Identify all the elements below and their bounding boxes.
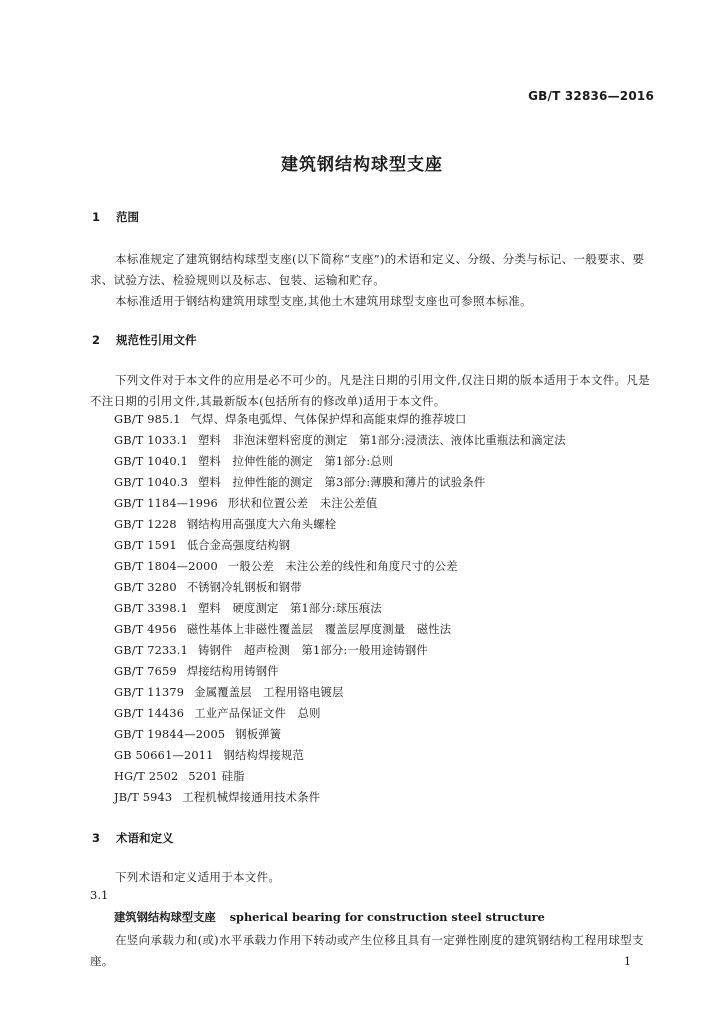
reference-title: 塑料 硬度测定 第1部分:球压痕法 (198, 602, 382, 615)
term-entry (114, 909, 545, 925)
reference-item (114, 768, 245, 784)
section-2-intro-text: 下列文件对于本文件的应用是必不可少的。凡是注日期的引用文件,仅注日期的版本适用于本文件。凡是不注日期的引用文件,其最新版本(包括所有的修改单)适用于本文件。 (90, 373, 650, 408)
section-1-para-1 (90, 249, 658, 291)
reference-title: 5201 硅脂 (188, 770, 245, 783)
reference-item (114, 789, 320, 805)
reference-code: HG/T 2502 (114, 770, 179, 783)
section-2-number: 2 (92, 333, 101, 347)
reference-code: GB/T 1184—1996 (114, 497, 218, 510)
page-number: 1 (624, 955, 631, 968)
reference-title: 钢结构用高强度大六角头螺栓 (186, 518, 337, 531)
reference-code: GB/T 1591 (114, 539, 177, 552)
reference-item (114, 495, 377, 511)
reference-item (114, 705, 321, 721)
reference-item (114, 600, 382, 616)
clause-number: 3.1 (90, 888, 109, 902)
section-2-heading (92, 332, 197, 348)
reference-item (114, 411, 467, 427)
term-chinese: 建筑钢结构球型支座 (114, 911, 216, 924)
reference-title: 钢板弹簧 (235, 728, 282, 741)
reference-title: 形状和位置公差 未注公差值 (227, 497, 378, 510)
reference-title: 塑料 拉伸性能的测定 第1部分:总则 (198, 455, 394, 468)
reference-code: GB/T 985.1 (114, 413, 181, 426)
reference-code: GB/T 7659 (114, 665, 177, 678)
section-1-para-2 (90, 291, 658, 312)
reference-title: 气焊、焊条电弧焊、气体保护焊和高能束焊的推荐坡口 (190, 413, 467, 426)
reference-title: 焊接结构用铸钢件 (186, 665, 279, 678)
reference-code: GB/T 3280 (114, 581, 177, 594)
section-2-intro (90, 370, 658, 412)
reference-code: GB/T 11379 (114, 686, 185, 699)
reference-code: GB 50661—2011 (114, 749, 214, 762)
reference-code: GB/T 1033.1 (114, 434, 188, 447)
reference-code: GB/T 4956 (114, 623, 177, 636)
reference-item (114, 684, 344, 700)
section-2-title: 规范性引用文件 (116, 333, 197, 347)
reference-code: GB/T 1228 (114, 518, 177, 531)
reference-code: GB/T 7233.1 (114, 644, 188, 657)
section-3-number: 3 (92, 831, 101, 845)
reference-code: GB/T 1804—2000 (114, 560, 218, 573)
reference-item (114, 747, 304, 763)
reference-item (114, 663, 279, 679)
section-1-heading (92, 209, 139, 225)
reference-title: 一般公差 未注公差的线性和角度尺寸的公差 (227, 560, 458, 573)
reference-item (114, 516, 336, 532)
reference-code: GB/T 1040.3 (114, 476, 188, 489)
reference-title: 磁性基体上非磁性覆盖层 覆盖层厚度测量 磁性法 (186, 623, 452, 636)
reference-item (114, 537, 290, 553)
section-3-title: 术语和定义 (116, 831, 174, 845)
section-1-para-1-text: 本标准规定了建筑钢结构球型支座(以下简称“支座”)的术语和定义、分级、分类与标记、一般要求、要求、试验方法、检验规则以及标志、包装、运输和贮存。 (90, 252, 645, 287)
reference-title: 塑料 非泡沫塑料密度的测定 第1部分:浸渍法、液体比重瓶法和滴定法 (198, 434, 566, 447)
reference-title: 铸钢件 超声检测 第1部分:一般用途铸钢件 (198, 644, 428, 657)
reference-item (114, 474, 485, 490)
reference-item (114, 579, 302, 595)
reference-title: 低合金高强度结构钢 (186, 539, 291, 552)
term-definition-text: 在竖向承载力和(或)水平承载力作用下转动或产生位移且具有一定弹性刚度的建筑钢结构工程用球型支座。 (90, 933, 644, 968)
reference-code: GB/T 19844—2005 (114, 728, 226, 741)
reference-title: 塑料 拉伸性能的测定 第3部分:薄膜和薄片的试验条件 (198, 476, 486, 489)
reference-item (114, 642, 428, 658)
reference-title: 不锈钢冷轧钢板和钢带 (186, 581, 302, 594)
section-1-para-2-text: 本标准适用于钢结构建筑用球型支座,其他土木建筑用球型支座也可参照本标准。 (115, 294, 532, 308)
section-3-heading (92, 830, 174, 846)
reference-title: 工业产品保证文件 总则 (194, 707, 321, 720)
reference-item (114, 621, 451, 637)
section-1-title: 范围 (116, 210, 140, 224)
term-english: spherical bearing for construction steel structure (229, 910, 545, 924)
section-3-intro (90, 867, 658, 888)
reference-item (114, 726, 281, 742)
reference-code: JB/T 5943 (114, 791, 173, 804)
reference-code: GB/T 14436 (114, 707, 185, 720)
reference-item (114, 432, 566, 448)
document-title: 建筑钢结构球型支座 (281, 155, 443, 175)
reference-code: GB/T 3398.1 (114, 602, 188, 615)
reference-item (114, 453, 393, 469)
section-3-intro-text: 下列术语和定义适用于本文件。 (115, 870, 281, 884)
reference-title: 金属覆盖层 工程用铬电镀层 (194, 686, 344, 699)
reference-item (114, 558, 458, 574)
section-1-number: 1 (92, 210, 101, 224)
reference-code: GB/T 1040.1 (114, 455, 188, 468)
term-definition (90, 930, 658, 972)
reference-title: 钢结构焊接规范 (223, 749, 304, 762)
reference-title: 工程机械焊接通用技术条件 (182, 791, 321, 804)
standard-code: GB/T 32836—2016 (528, 89, 654, 103)
